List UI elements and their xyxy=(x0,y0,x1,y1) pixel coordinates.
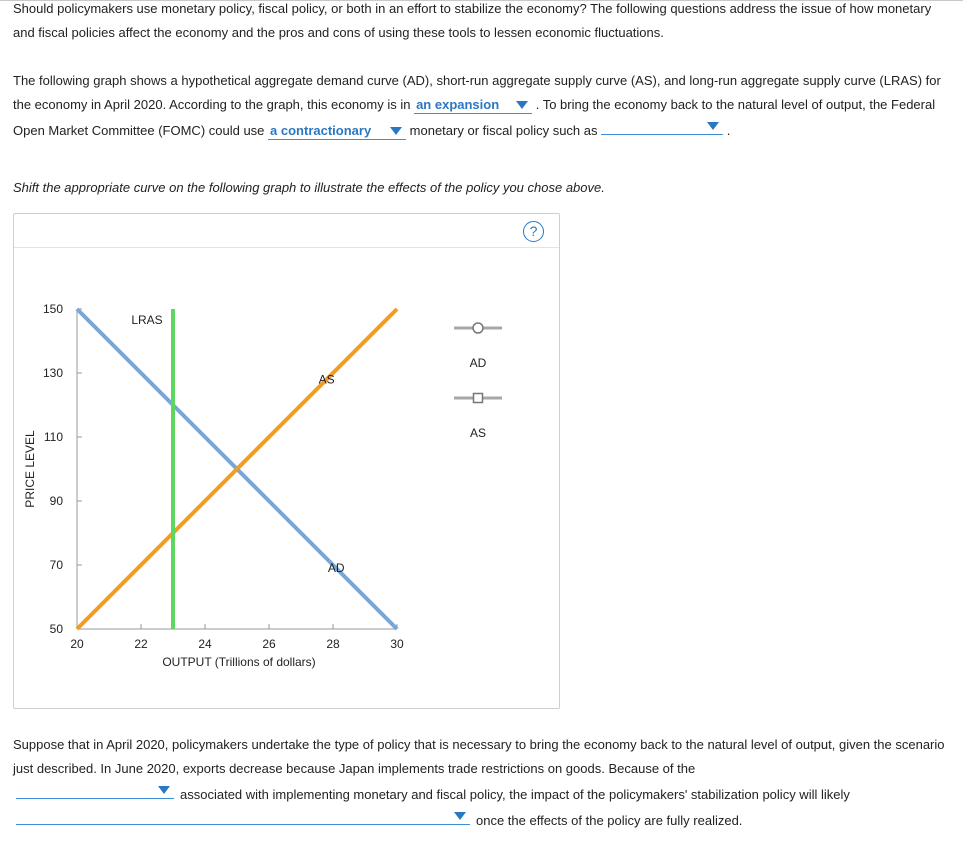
as-tool-square-icon[interactable] xyxy=(474,394,483,403)
ad-as-graph[interactable] xyxy=(14,214,559,708)
chevron-down-icon xyxy=(454,812,466,820)
y-axis-title: PRICE LEVEL xyxy=(23,430,37,508)
as-curve-label: AS xyxy=(318,372,335,387)
x-tick-label: 22 xyxy=(134,637,148,651)
instruction-text: Shift the appropriate curve on the following graph to illustrate the effects of the policy you chose above. xyxy=(13,180,605,195)
x-axis-title: OUTPUT (Trillions of dollars) xyxy=(162,655,316,669)
ad-tool-circle-icon[interactable] xyxy=(473,323,483,333)
intro-text: Should policymakers use monetary policy, fiscal policy, or both in an effort to stabilize the economy? The following questions address the issue of how monetary and fiscal policies affect the economy and the pros and cons of using these tools to lessen economic fluctuations. xyxy=(13,1,932,40)
ad-tool-label: AD xyxy=(469,356,487,370)
question1-paragraph xyxy=(13,69,947,143)
chevron-down-icon xyxy=(158,786,170,794)
lag-reason-dropdown[interactable] xyxy=(16,781,174,799)
question1-text-b: . To bring the economy back to the natural level of output, the Federal Open Market Committee (FOMC) could use xyxy=(13,97,936,138)
chevron-down-icon xyxy=(390,127,402,135)
y-tick-label: 50 xyxy=(49,622,63,636)
economy-state-value: an expansion xyxy=(416,97,500,112)
chevron-down-icon xyxy=(707,122,719,130)
y-tick-label: 110 xyxy=(43,430,63,444)
x-tick-label: 30 xyxy=(390,637,404,651)
x-tick-label: 20 xyxy=(70,637,84,651)
ad-curve-label: AD xyxy=(327,561,345,576)
lras-curve-label: LRAS xyxy=(131,313,163,327)
question2-paragraph xyxy=(13,733,947,833)
x-tick-label: 26 xyxy=(262,637,276,651)
policy-type-dropdown[interactable] xyxy=(268,122,406,140)
help-icon[interactable]: ? xyxy=(523,221,544,242)
x-tick-label: 24 xyxy=(198,637,212,651)
x-tick-label: 28 xyxy=(326,637,340,651)
question1-text-c: monetary or fiscal policy such as xyxy=(409,123,598,138)
question2-text-b: associated with implementing monetary and fiscal policy, the impact of the policymakers' stabilization policy will likely xyxy=(180,787,850,802)
policy-impact-dropdown[interactable] xyxy=(16,807,470,825)
question1-text-a: The following graph shows a hypothetical aggregate demand curve (AD), short-run aggregate supply curve (AS), and long-run aggregate supply curve (LRAS) for the economy in April 2020. According to the graph, this economy is in xyxy=(13,73,941,112)
graph-panel xyxy=(13,213,560,709)
question2-text-a: Suppose that in April 2020, policymakers undertake the type of policy that is necessary to bring the economy back to the natural level of output, given the scenario just described. In June 2020, exports decrease because Japan implements trade restrictions on goods. Because of the xyxy=(13,737,945,776)
chevron-down-icon xyxy=(516,101,528,109)
policy-example-dropdown[interactable] xyxy=(601,117,723,135)
question2-text-c: once the effects of the policy are fully realized. xyxy=(476,813,743,828)
as-tool-label: AS xyxy=(469,426,487,440)
policy-type-value: a contractionary xyxy=(270,123,372,138)
y-tick-label: 150 xyxy=(42,302,63,316)
y-tick-label: 90 xyxy=(49,494,63,508)
y-tick-label: 70 xyxy=(49,558,63,572)
economy-state-dropdown[interactable] xyxy=(414,96,532,114)
question1-text-d: . xyxy=(726,123,731,138)
y-tick-label: 130 xyxy=(42,366,63,380)
